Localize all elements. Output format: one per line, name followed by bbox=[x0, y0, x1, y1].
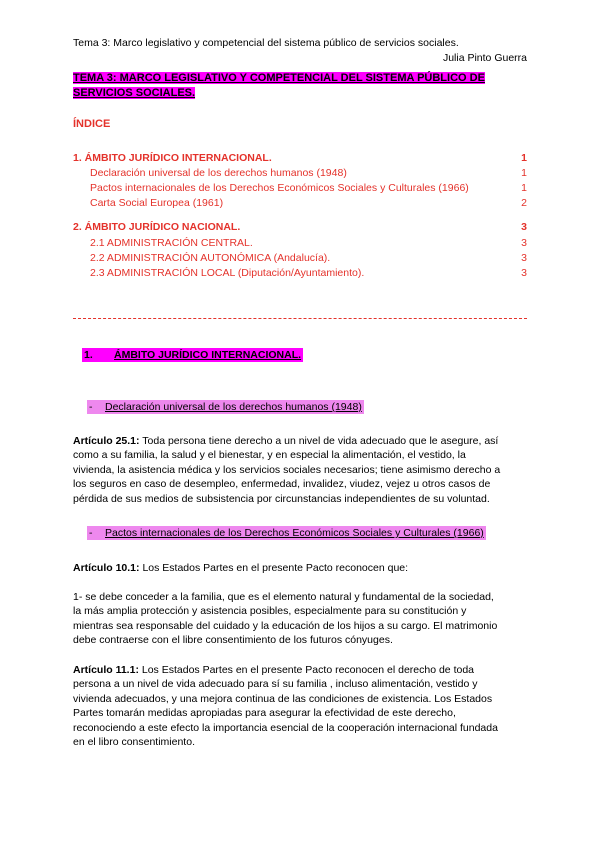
bullet-dash: - bbox=[89, 527, 93, 539]
paragraph-line: Los Estados Partes en el presente Pacto reconocen que: bbox=[139, 562, 409, 574]
paragraph-line: en el libro consentimiento. bbox=[73, 736, 195, 749]
toc-separator bbox=[73, 318, 527, 319]
toc-page-number: 3 bbox=[521, 221, 527, 233]
article-label: Artículo 11.1: bbox=[73, 664, 139, 676]
paragraph-line: Partes tomarán medidas apropiadas para asegurar la efectividad de este derecho, bbox=[73, 707, 456, 720]
toc-label[interactable]: 2.3 ADMINISTRACIÓN LOCAL (Diputación/Ayuntamiento). bbox=[90, 267, 365, 279]
article-label: Artículo 25.1: bbox=[73, 435, 140, 447]
toc-label[interactable]: Carta Social Europea (1961) bbox=[90, 197, 224, 209]
running-header-author: Julia Pinto Guerra bbox=[442, 52, 527, 64]
paragraph-line: persona a un nivel de vida adecuado para sí su familia , incluso alimentación, vestido y bbox=[73, 678, 478, 691]
toc-label[interactable]: 2.1 ADMINISTRACIÓN CENTRAL. bbox=[90, 237, 253, 249]
article-10-1-intro bbox=[73, 561, 527, 575]
index-heading: ÍNDICE bbox=[73, 118, 111, 130]
subheading-title: Declaración universal de los derechos humanos (1948) bbox=[105, 401, 362, 413]
bullet-dash: - bbox=[89, 401, 93, 413]
title-line-2: SERVICIOS SOCIALES. bbox=[73, 86, 196, 99]
toc-page-number: 3 bbox=[521, 267, 527, 279]
article-label: Artículo 10.1: bbox=[73, 562, 140, 574]
toc-entry-section-1[interactable] bbox=[73, 151, 527, 165]
toc-entry-section-2[interactable] bbox=[73, 220, 527, 234]
toc-entry-autonomica[interactable] bbox=[73, 251, 527, 265]
article-10-1-paragraph bbox=[73, 590, 527, 648]
paragraph-line: reconociendo a este efecto la importancia esencial de la cooperación internacional fundada bbox=[73, 721, 498, 734]
article-25-1-paragraph bbox=[73, 434, 527, 506]
subheading-title: Pactos internacionales de los Derechos Económicos Sociales y Culturales (1966) bbox=[105, 527, 484, 539]
toc-page-number: 1 bbox=[521, 152, 527, 164]
toc-label[interactable]: Declaración universal de los derechos humanos (1948) bbox=[90, 167, 347, 179]
section-heading-1 bbox=[82, 348, 303, 362]
toc-entry-central[interactable] bbox=[73, 236, 527, 250]
toc-entry-declaracion[interactable] bbox=[73, 166, 527, 180]
toc-label[interactable]: 1. ÁMBITO JURÍDICO INTERNACIONAL. bbox=[73, 152, 272, 164]
section-title: ÁMBITO JURÍDICO INTERNACIONAL. bbox=[114, 349, 302, 361]
paragraph-line: 1- se debe conceder a la familia, que es el elemento natural y fundamental de la sociedad, bbox=[73, 591, 494, 603]
toc-page-number: 1 bbox=[521, 167, 527, 179]
title-line-1: TEMA 3: MARCO LEGISLATIVO Y COMPETENCIAL DEL SISTEMA PÚBLICO DE bbox=[73, 72, 485, 84]
running-header-title: Tema 3: Marco legislativo y competencial del sistema público de servicios sociales. bbox=[73, 37, 459, 49]
paragraph-line: debe contraerse con el libre consentimiento de los futuros cónyuges. bbox=[73, 634, 393, 647]
paragraph-line: como a su familia, la salud y el bienestar, y en especial la alimentación, el vestido, la bbox=[73, 449, 466, 462]
toc-entry-pactos[interactable] bbox=[73, 181, 527, 195]
toc-entry-carta-social[interactable] bbox=[73, 196, 527, 210]
paragraph-line: la más amplia protección y asistencia posibles, especialmente para su constitución y bbox=[73, 605, 467, 618]
article-11-1-paragraph bbox=[73, 663, 527, 749]
document-title bbox=[73, 71, 503, 100]
paragraph-line: pérdida de sus medios de subsistencia por circunstancias independientes de su voluntad. bbox=[73, 492, 490, 505]
section-number: 1. bbox=[84, 349, 93, 361]
toc-label[interactable]: 2.2 ADMINISTRACIÓN AUTONÓMICA (Andalucía). bbox=[90, 252, 331, 264]
paragraph-line: Los Estados Partes en el presente Pacto reconocen el derecho de toda bbox=[138, 664, 475, 676]
paragraph-line: Toda persona tiene derecho a un nivel de vida adecuado que le asegure, así bbox=[139, 435, 499, 447]
paragraph-line: mientras sea responsable del cuidado y la educación de los hijos a su cargo. El matrimonio bbox=[73, 619, 498, 632]
toc-entry-local[interactable] bbox=[73, 266, 527, 280]
paragraph-line: los seguros en caso de desempleo, enfermedad, invalidez, viudez, vejez u otros casos de bbox=[73, 478, 491, 491]
toc-page-number: 3 bbox=[521, 252, 527, 264]
toc-page-number: 1 bbox=[521, 182, 527, 194]
paragraph-line: vivienda adecuados, y una mejora continua de las condiciones de existencia. Los Estados bbox=[73, 692, 493, 705]
paragraph-line: vivienda, la asistencia médica y los servicios sociales necesarios; tiene asimismo derecho a bbox=[73, 463, 501, 476]
toc-page-number: 3 bbox=[521, 237, 527, 249]
toc-page-number: 2 bbox=[521, 197, 527, 209]
subheading-declaracion bbox=[87, 400, 364, 414]
subheading-pactos bbox=[87, 526, 486, 540]
toc-label[interactable]: 2. ÁMBITO JURÍDICO NACIONAL. bbox=[73, 221, 241, 233]
toc-label[interactable]: Pactos internacionales de los Derechos Económicos Sociales y Culturales (1966) bbox=[90, 182, 469, 194]
